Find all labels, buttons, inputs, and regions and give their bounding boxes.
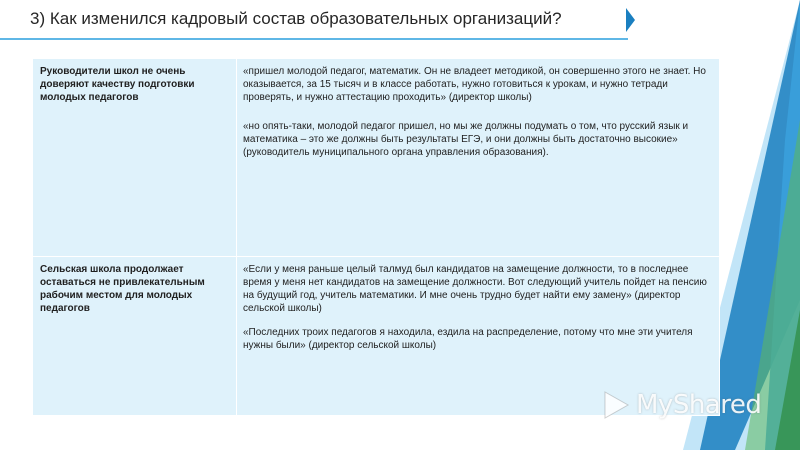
row-label: Руководители школ не очень доверяют качеству подготовки молодых педагогов bbox=[33, 59, 237, 257]
table-row bbox=[33, 59, 720, 257]
quote-text: «Если у меня раньше целый талмуд был кандидатов на замещение должности, то в последнее время у меня нет кандидатов на замещение должности. Вот следующий учитель пойдет на пенсию на будущий год, учитель математики. И мне очень трудно будет найти ему замену» (директор сельской школы) bbox=[243, 264, 707, 314]
watermark-text: MyShared bbox=[636, 390, 762, 420]
row-quotes bbox=[237, 59, 720, 257]
row-label: Сельская школа продолжает оставаться не привлекательным рабочим местом для молодых педагогов bbox=[33, 257, 237, 416]
play-triangle-icon bbox=[602, 390, 630, 420]
title-divider bbox=[0, 38, 628, 40]
quote-text: «пришел молодой педагог, математик. Он не владеет методикой, он совершенно этого не знает. Но оказывается, за 15 тысяч и в классе работать, нужно готовиться к урокам, и нужно тетради проверять, и нужно аттестацию проходить» (директор школы) bbox=[243, 66, 706, 103]
findings-table bbox=[32, 58, 720, 416]
slide-title: 3) Как изменился кадровый состав образовательных организаций? bbox=[30, 9, 562, 28]
watermark bbox=[602, 388, 761, 422]
quote-text: «но опять-таки, молодой педагог пришел, но мы же должны подумать о том, что русский язык и математика – это же должны быть результаты ЕГЭ, и они должны быть достаточно высокие» (руководитель муниципального органа управления образования). bbox=[243, 121, 689, 158]
quote-text: «Последних троих педагогов я находила, ездила на распределение, потому что мне эти учителя нужны были» (директор сельской школы) bbox=[243, 327, 693, 351]
